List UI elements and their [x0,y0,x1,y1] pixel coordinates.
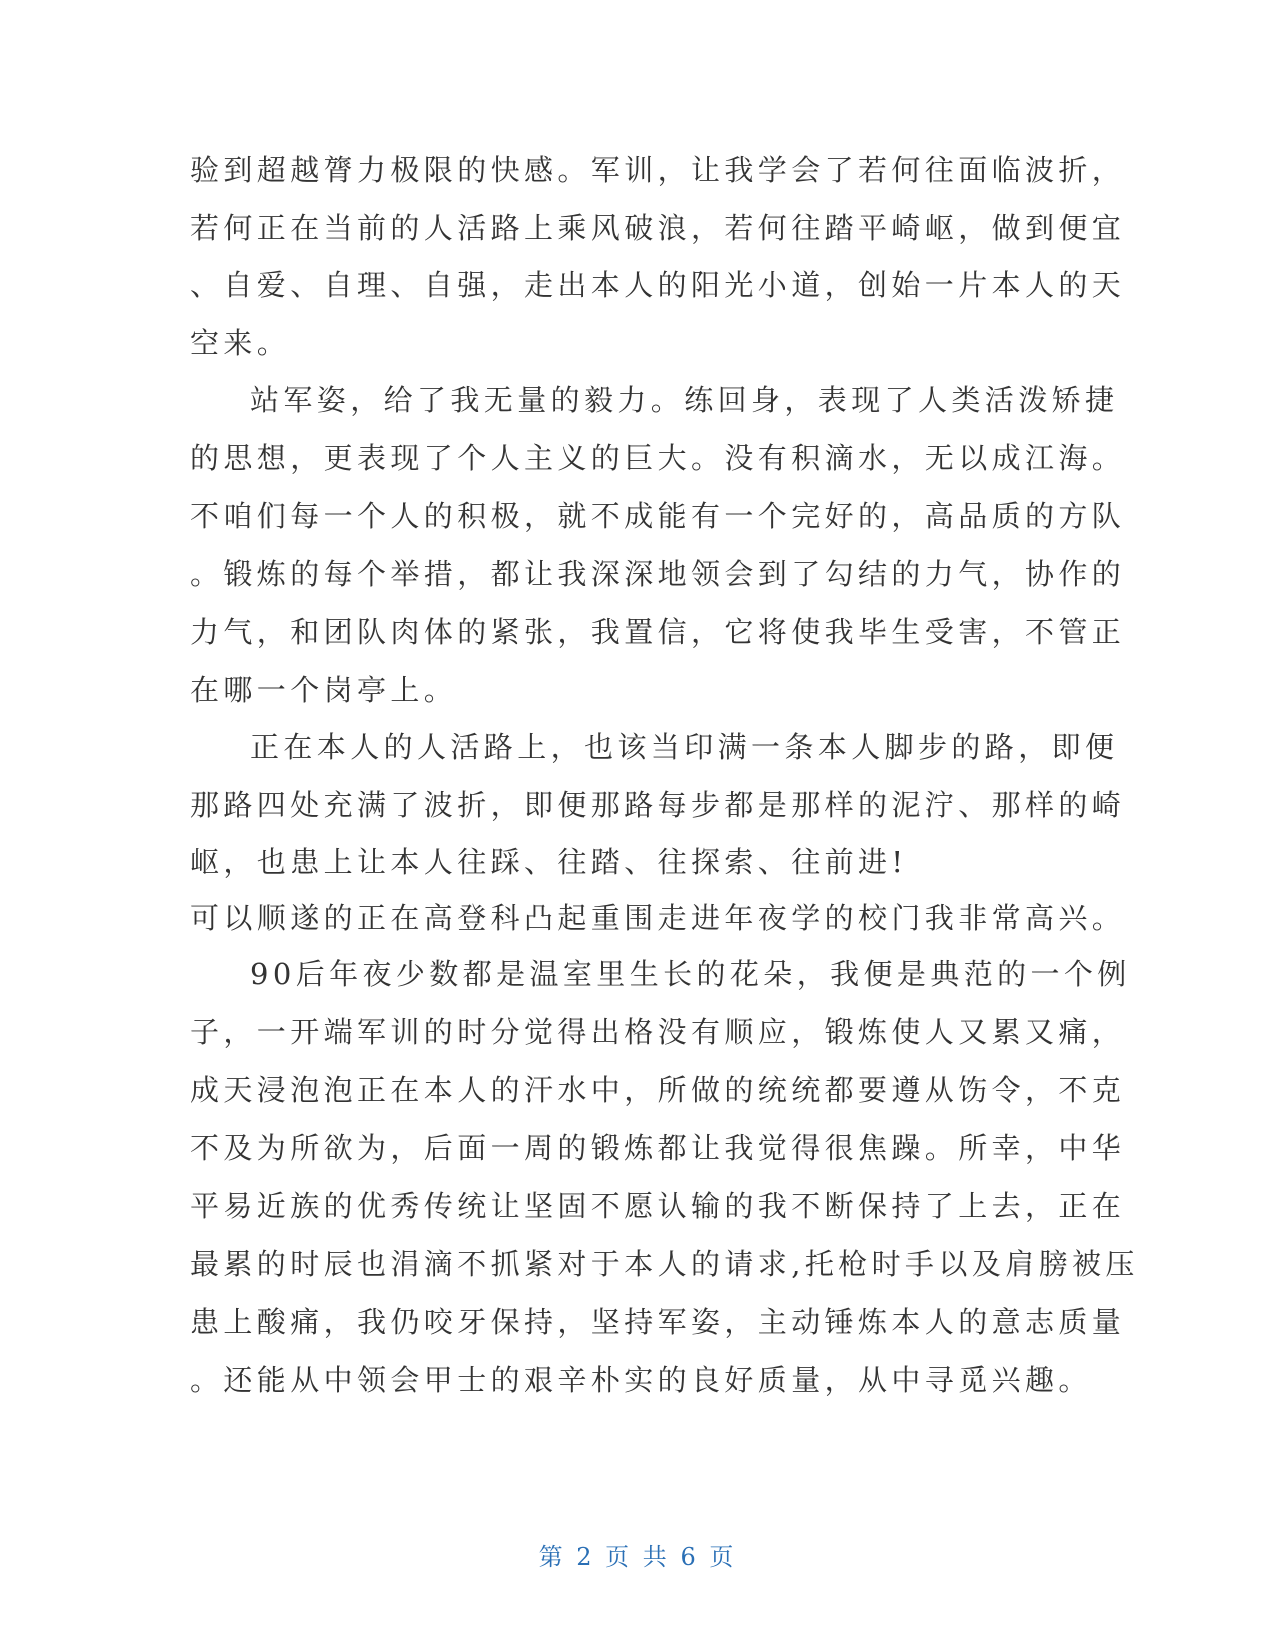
paragraph-first-line: 可以顺遂的正在高登科凸起重围走进年夜学的校门我非常高兴。 [190,901,1126,935]
page-number-footer: 第 2 页 共 6 页 [538,1543,737,1571]
text-line: 验到超越膂力极限的快感。军训，让我学会了若何往面临波折， [190,153,1126,187]
paragraph-first-line: 站军姿，给了我无量的毅力。练回身，表现了人类活泼矫捷 [250,383,1119,417]
paragraph-first-line: 90后年夜少数都是温室里生长的花朵，我便是典范的一个例 [250,957,1131,991]
text-line: 岖，也患上让本人往踩、往踏、往探索、往前进! [190,845,908,879]
text-line: 那路四处充满了波折，即便那路每步都是那样的泥泞、那样的崎 [190,788,1126,822]
text-line: 。还能从中领会甲士的艰辛朴实的良好质量，从中寻觅兴趣。 [190,1363,1092,1397]
text-line: 力气，和团队肉体的紧张，我置信，它将使我毕生受害，不管正 [190,615,1126,649]
paragraph-first-line: 正在本人的人活路上，也该当印满一条本人脚步的路，即便 [250,730,1119,764]
text-line: 若何正在当前的人活路上乘风破浪，若何往踏平崎岖，做到便宜 [190,211,1126,245]
text-line: 。锻炼的每个举措，都让我深深地领会到了勾结的力气，协作的 [190,557,1126,591]
text-line: 平易近族的优秀传统让坚固不愿认输的我不断保持了上去，正在 [190,1189,1126,1223]
text-line: 患上酸痛，我仍咬牙保持，坚持军姿，主动锤炼本人的意志质量 [190,1305,1126,1339]
text-line: 空来。 [190,326,291,360]
text-line: 不及为所欲为，后面一周的锻炼都让我觉得很焦躁。所幸，中华 [190,1131,1126,1165]
text-line: 、自爱、自理、自强，走出本人的阳光小道，创始一片本人的天 [190,268,1126,302]
text-line: 在哪一个岗亭上。 [190,673,458,707]
text-line: 子，一开端军训的时分觉得出格没有顺应，锻炼使人又累又痛， [190,1015,1126,1049]
text-line: 不咱们每一个人的积极，就不成能有一个完好的，高品质的方队 [190,499,1126,533]
text-line: 的思想，更表现了个人主义的巨大。没有积滴水，无以成江海。 [190,441,1126,475]
text-line: 成天浸泡泡正在本人的汗水中，所做的统统都要遵从饬令，不克 [190,1073,1126,1107]
text-line: 最累的时辰也涓滴不抓紧对于本人的请求,托枪时手以及肩膀被压 [190,1247,1139,1281]
